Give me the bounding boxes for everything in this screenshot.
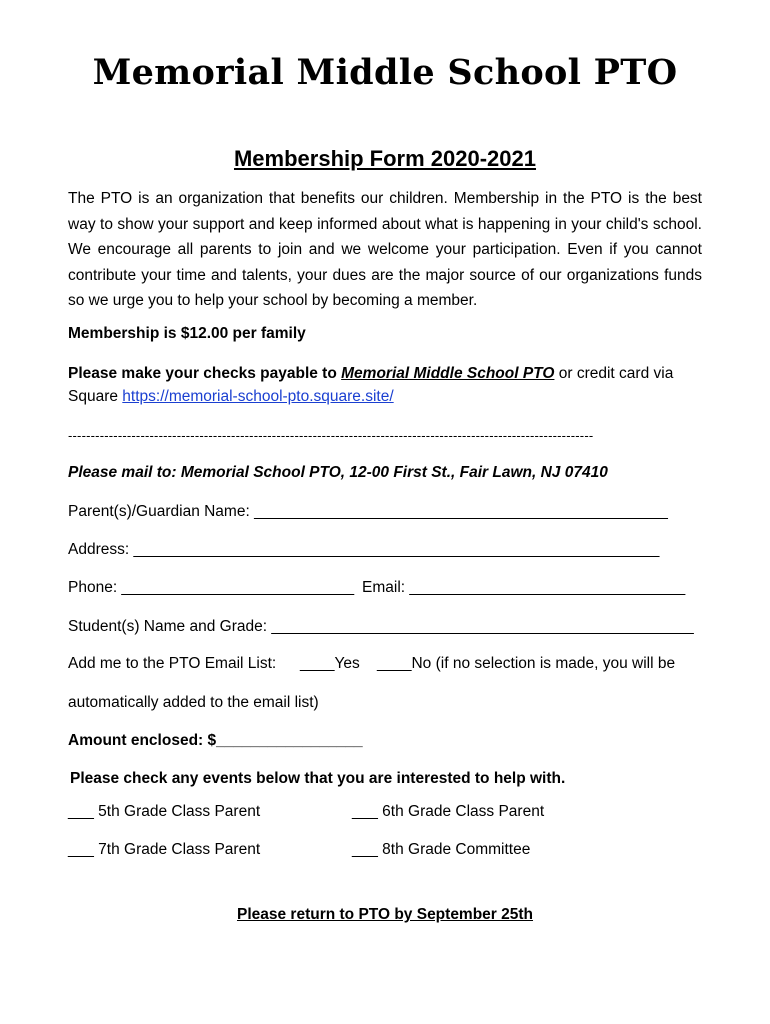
- intro-paragraph: The PTO is an organization that benefits our children. Membership in the PTO is the best way to show your support and keep informed about what is happening in your child's school. We encourage all parents to join and we welcome your participation. Even if you cannot contribute your time and talents, your dues are the major source of our organizations funds so we urge you to help your school by becoming a member.: [68, 190, 702, 309]
- payment-suffix: or credit card via: [554, 365, 674, 382]
- email-list-label: Add me to the PTO Email List:: [68, 655, 277, 672]
- mail-to-address: Please mail to: Memorial School PTO, 12-00 First St., Fair Lawn, NJ 07410: [68, 464, 608, 481]
- events-heading: Please check any events below that you are interested to help with.: [70, 770, 566, 787]
- return-deadline-note: Please return to PTO by September 25th: [236, 906, 534, 923]
- parent-name-field[interactable]: Parent(s)/Guardian Name: ________________________________________________: [68, 503, 668, 520]
- event-6th-grade-class-parent[interactable]: ___ 6th Grade Class Parent: [352, 803, 545, 820]
- payment-line-2: [68, 388, 394, 406]
- payment-line: [68, 365, 673, 383]
- students-field[interactable]: Student(s) Name and Grade: _________________________________________________: [68, 618, 694, 635]
- payment-prefix: Please make your checks payable to: [68, 365, 342, 382]
- email-field[interactable]: Email: ________________________________: [362, 579, 686, 596]
- address-field[interactable]: Address: _____________________________________________________________: [68, 541, 660, 558]
- event-7th-grade-class-parent[interactable]: ___ 7th Grade Class Parent: [68, 841, 261, 858]
- separator-line: --------------------------------------------------------------------------------------------------------------------: [68, 428, 594, 443]
- email-list-yes-option[interactable]: ____Yes: [300, 655, 360, 672]
- email-list-note: automatically added to the email list): [68, 694, 319, 711]
- event-8th-grade-committee[interactable]: ___ 8th Grade Committee: [352, 841, 531, 858]
- school-title: Memorial Middle School PTO: [92, 52, 678, 93]
- form-title: Membership Form 2020-2021: [233, 146, 537, 171]
- payee-name: Memorial Middle School PTO: [341, 365, 555, 382]
- membership-cost: Membership is $12.00 per family: [68, 325, 306, 342]
- email-list-no-option[interactable]: ____No (if no selection is made, you will be: [377, 655, 676, 672]
- amount-enclosed-field[interactable]: Amount enclosed: $_________________: [68, 732, 363, 749]
- payment-square-label: Square: [68, 388, 123, 405]
- event-5th-grade-class-parent[interactable]: ___ 5th Grade Class Parent: [68, 803, 261, 820]
- phone-field[interactable]: Phone: ___________________________: [68, 579, 355, 596]
- square-store-link[interactable]: https://memorial-school-pto.square.site/: [122, 388, 394, 405]
